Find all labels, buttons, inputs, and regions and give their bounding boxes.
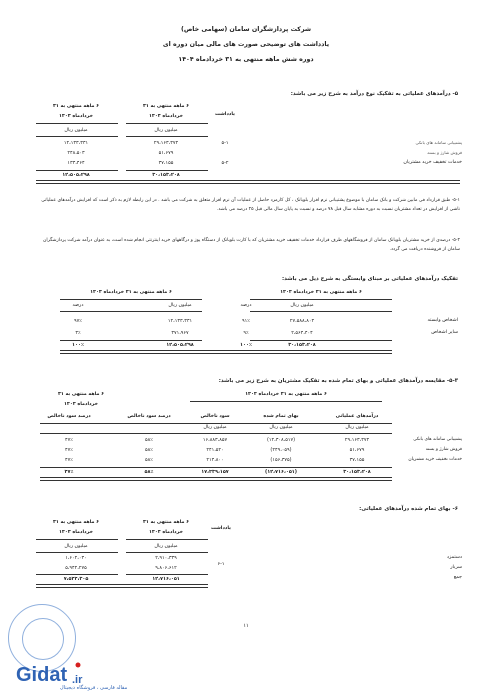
s5b-pct-1404: درصد <box>240 303 252 308</box>
svg-text:Gidat: Gidat <box>16 664 68 686</box>
s6-row-2-1403: ۵،۹۴۲،۲۷۵ <box>65 565 87 571</box>
s6-row-2-label: سربار <box>450 565 462 570</box>
s5b-col-1403: ۶ ماهه منتهی به ۳۱ خردادماه ۱۴۰۳ <box>90 290 172 295</box>
s53-row-2-rev: ۵۱،۶۷۹ <box>349 447 365 453</box>
s5b-total-p1403: ۱۰۰٪ <box>72 342 84 348</box>
s53-row-2-label: فروش شارژ و بسته <box>425 447 462 452</box>
s5b-total-1403: ۱۲،۵۰۵،۲۹۸ <box>166 342 194 348</box>
s5b-total-1404: ۳۰،۱۵۳،۲۰۸ <box>288 342 316 348</box>
s53-row-3-rev: ۳۷،۱۵۵ <box>349 457 365 463</box>
page-number: ۱۱ <box>243 623 249 629</box>
s53-col-1404: ۶ ماهه منتهی به ۳۱ خردادماه ۱۴۰۴ <box>245 392 327 397</box>
s53-col-1403-line1: ۶ ماهه منتهی به ۳۱ <box>57 392 105 397</box>
s53-row-1-rev: ۲۹،۱۶۳،۳۷۴ <box>344 437 370 443</box>
s5b-unit-1404: میلیون ریال <box>290 303 314 308</box>
s6-col-1404-line1: ۶ ماهه منتهی به ۳۱ <box>142 520 190 525</box>
s5-col-note: یادداشت <box>215 112 235 117</box>
s5-col-1404-line2: خردادماه ۱۴۰۴ <box>148 114 183 119</box>
s53-row-2-gp3: ۴۷٪ <box>65 447 73 453</box>
s6-row-1-label: دستمزد <box>446 555 462 560</box>
s5-row-1-note: ۵-۱ <box>221 140 229 146</box>
s6-unit-1404: میلیون ریال <box>154 544 178 549</box>
report-period: دوره شش ماهه منتهی به ۳۱ خردادماه ۱۴۰۴ <box>178 56 314 63</box>
s5b-total-p1404: ۱۰۰٪ <box>240 342 252 348</box>
s5b-row-1-p1403: ۹۷٪ <box>74 318 82 324</box>
s5-unit-1403: میلیون ریال <box>64 128 88 133</box>
s5-col-1403-line2: خردادماه ۱۴۰۳ <box>58 114 93 119</box>
note-5-2-text: ۵-۲- درصدی از خرید مشتریان بلوبانک سامان از فروشگاههای طرف قرارداد خدمات تخفیف خرید مشتریان که با کارت بلوبانک از دستگاه پوز و درگاههای خرید اینترنتی انجام شده است، به عنوان درآمد شرکت پردازشگران سامان از فروشنده دریافت می گردد. <box>42 238 460 252</box>
s5-row-3-1403: ۱۳۳،۴۶۴ <box>67 160 85 166</box>
s6-col-1403-line2: خردادماه ۱۴۰۳ <box>58 530 93 535</box>
s6-row-3-1403: ۷،۵۴۴،۳۰۵ <box>63 576 89 582</box>
s53-h-rev: درآمدهای عملیاتی <box>335 414 379 419</box>
s5b-col-1404: ۶ ماهه منتهی به ۳۱ خردادماه ۱۴۰۴ <box>280 290 362 295</box>
s5b-row-2-1403: ۳۷۱،۹۶۷ <box>171 330 189 336</box>
s53-row-2-cost: (۲۴۹،۰۵۹) <box>270 447 292 453</box>
s6-unit-1403: میلیون ریال <box>64 544 88 549</box>
s6-row-3-1404: ۱۲،۷۱۶،۰۵۱ <box>152 576 180 582</box>
s5-total-1403: ۱۲،۵۰۵،۲۹۸ <box>62 172 90 178</box>
s53-row-3-label: خدمات تخفیف خرید مشتریان <box>408 457 462 462</box>
company-name: شرکت پردازشگران سامان (سهامی خاص) <box>180 26 312 33</box>
s5-col-1404-line1: ۶ ماهه منتهی به ۳۱ <box>142 104 190 109</box>
s5b-row-1-1404: ۲۷،۵۸۸،۸۰۴ <box>289 318 315 324</box>
section-5-title: ۵- درآمدهای عملیاتی به تفکیک نوع درآمد به شرح زیر می باشد: <box>290 91 458 97</box>
s5-row-2-1403: ۲۴۸،۵۰۳ <box>67 150 85 156</box>
s6-row-2-1404: ۹،۸۰۶،۶۱۲ <box>155 565 177 571</box>
s6-row-1-1404: ۲،۹۱۰،۳۳۹ <box>155 555 177 561</box>
s5b-row-1-p1404: ۹۱٪ <box>242 318 250 324</box>
watermark-tagline: مقاله فارسی ، فروشگاه دیجیتال <box>60 685 128 691</box>
s5b-row-2-1404: ۲،۵۶۴،۴۰۴ <box>291 330 313 336</box>
s53-total-gross: ۱۷،۴۳۹،۱۵۷ <box>201 469 229 475</box>
s5-unit-1404: میلیون ریال <box>154 128 178 133</box>
s6-col-note: یادداشت <box>211 526 231 531</box>
s53-h-cost: بهای تمام شده <box>263 414 299 419</box>
s53-row-1-label: پشتیبانی سامانه های بانکی <box>413 437 462 442</box>
section-6-title: ۶- بهای تمام شده درآمدهای عملیاتی: <box>359 506 458 512</box>
s53-h-gpct-1403: درصد سود ناخالص <box>47 414 91 419</box>
s53-h-gross: سود ناخالص <box>200 414 230 419</box>
s53-unit-rev: میلیون ریال <box>345 425 369 430</box>
s6-note: ۶-۱ <box>217 561 225 567</box>
report-subtitle: یادداشت های توضیحی صورت های مالی میان دوره ای <box>162 41 330 48</box>
s53-total-gp3: ۴۷٪ <box>64 469 74 475</box>
s5b-pct-1403: درصد <box>72 303 84 308</box>
s5-total-1404: ۳۰،۱۵۳،۲۰۸ <box>152 172 180 178</box>
s5-row-1-1403: ۱۲،۱۳۳،۳۳۱ <box>63 140 89 146</box>
s53-row-2-gross: ۲۴۱،۵۲۰ <box>206 447 224 453</box>
s53-row-1-gp3: ۴۷٪ <box>65 437 73 443</box>
section-5-3-title: ۵-۳- مقایسه درآمدهای عملیاتی و بهای تمام شده به تفکیک مشتریان به شرح زیر می باشد: <box>218 378 458 384</box>
s5b-row-1-label: اشخاص وابسته <box>427 318 458 323</box>
s5b-unit-1403: میلیون ریال <box>168 303 192 308</box>
s53-row-1-cost: (۱۲،۳۰۸،۵۱۷) <box>266 437 295 443</box>
s53-unit-cost: میلیون ریال <box>269 425 293 430</box>
s53-row-3-cost: (۱۵۶،۳۷۵) <box>270 457 292 463</box>
s53-h-gpct: درصد سود ناخالص <box>127 414 171 419</box>
s5-row-3-label: خدمات تخفیف خرید مشتریان <box>403 160 462 165</box>
s53-row-2-gp: ۵۸٪ <box>145 447 153 453</box>
s53-row-3-gross: ۲۱۴،۸۰۰ <box>206 457 224 463</box>
s53-total-gp: ۵۸٪ <box>144 469 154 475</box>
s53-row-1-gross: ۱۶،۸۸۳،۸۵۷ <box>202 437 228 443</box>
s5b-row-2-p1404: ۹٪ <box>243 330 249 336</box>
s5-row-3-note: ۵-۲ <box>221 160 229 166</box>
s6-col-1403-line1: ۶ ماهه منتهی به ۳۱ <box>52 520 100 525</box>
s5-row-1-label: پشتیبانی سامانه های بانکی <box>415 140 462 145</box>
s5-row-2-label: فروش شارژ و بسته <box>427 150 462 155</box>
s53-row-1-gp: ۵۸٪ <box>145 437 153 443</box>
s6-row-1-1403: ۱،۶۰۲،۰۳۰ <box>65 555 87 561</box>
s5-row-1-1404: ۲۹،۱۶۳،۳۷۴ <box>153 140 179 146</box>
s5-row-2-1404: ۵۱،۶۷۹ <box>158 150 174 156</box>
s53-total-rev: ۳۰،۱۵۳،۲۰۸ <box>343 469 371 475</box>
s53-col-1403-line2: خردادماه ۱۴۰۳ <box>63 402 98 407</box>
s5-col-1403-line1: ۶ ماهه منتهی به ۳۱ <box>52 104 100 109</box>
s53-unit-gross: میلیون ریال <box>203 425 227 430</box>
note-5-1-text: ۵-۱- طبق قرارداد فی مابین شرکت و بانک سامان با موضوع پشتیبانی نرم افزار بلوبانک ، کل کارمزد حاصل از عملیات آن نرم افزار متعلق به شرکت می باشد . در این رابطه لازم به ذکر است که افزایش درآمدهای عملیاتی ناشی از افزایش در تعداد مشتریان نسبت به دوره مشابه سال قبل ۷۸ درصد و نسبت به پایان سال مالی قبل ۲۵ درصد می باشد. <box>41 198 460 212</box>
s53-total-cost: (۱۲،۷۱۶،۰۵۱) <box>264 469 298 475</box>
s5b-row-2-label: سایر اشخاص <box>431 330 458 335</box>
section-5b-title: تفکیک درآمدهای عملیاتی بر مبنای وابستگی به شرح ذیل می باشد: <box>281 276 458 282</box>
s5-row-3-1404: ۳۷،۱۵۵ <box>158 160 174 166</box>
s6-col-1404-line2: خردادماه ۱۴۰۴ <box>148 530 183 535</box>
s5b-row-1-1403: ۱۲،۱۳۳،۳۳۱ <box>167 318 193 324</box>
s6-row-3-label: جمع <box>453 575 462 580</box>
s53-row-3-gp: ۵۸٪ <box>145 457 153 463</box>
s5b-row-2-p1403: ۳٪ <box>75 330 81 336</box>
s53-row-3-gp3: ۴۷٪ <box>65 457 73 463</box>
svg-text:.ir: .ir <box>72 674 83 686</box>
